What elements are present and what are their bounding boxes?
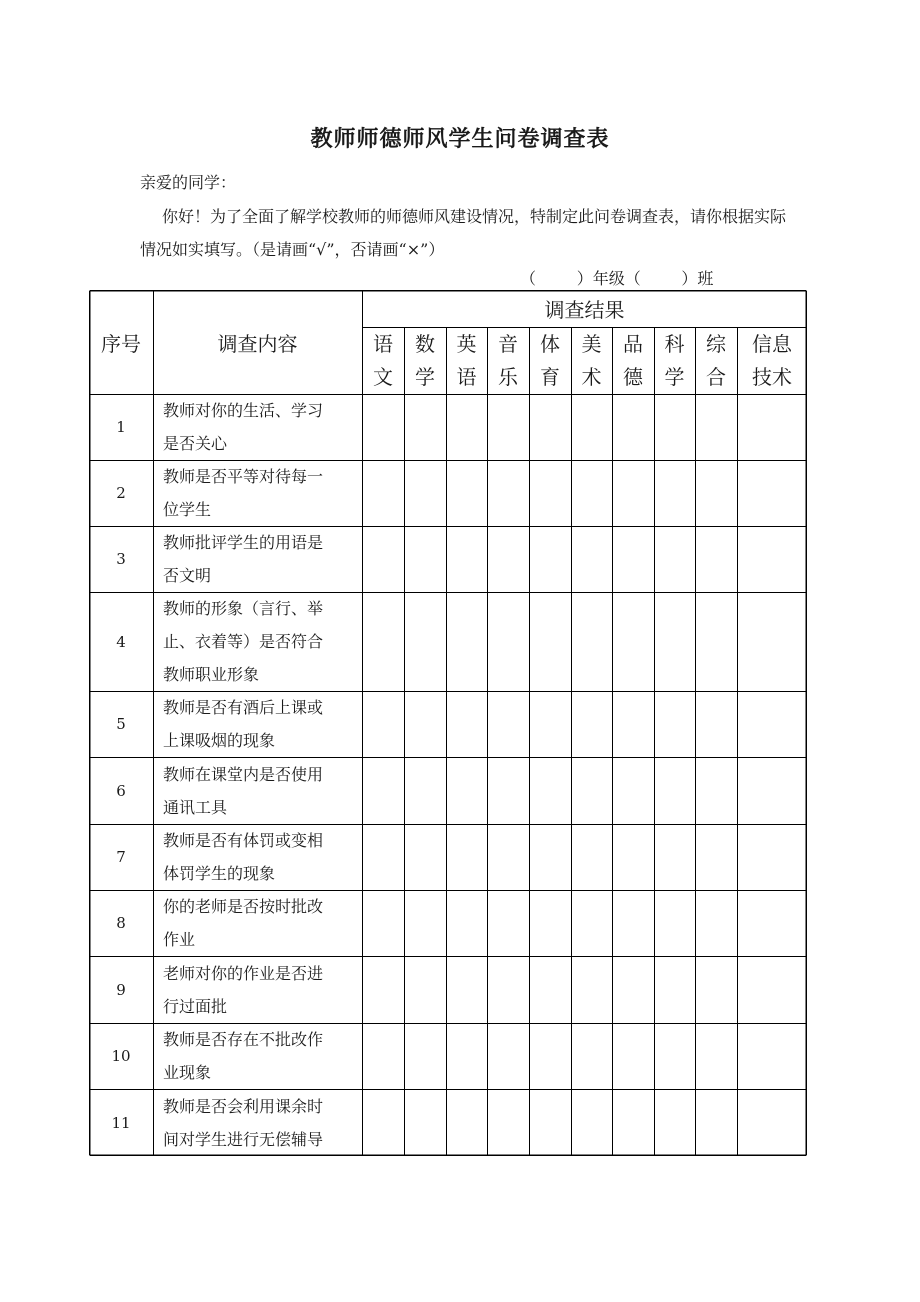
answer-cell[interactable] xyxy=(654,757,695,824)
answer-cell[interactable] xyxy=(737,592,807,691)
header-results: 调查结果 xyxy=(544,298,625,322)
answer-cell[interactable] xyxy=(529,592,571,691)
answer-cell[interactable] xyxy=(695,592,737,691)
survey-question-line: 教师的形象（言行、举 xyxy=(163,599,324,618)
row-number: 7 xyxy=(116,848,126,866)
answer-cell[interactable] xyxy=(446,956,487,1023)
answer-cell[interactable] xyxy=(487,1023,529,1089)
answer-cell[interactable] xyxy=(404,1089,446,1156)
survey-question-line: 否文明 xyxy=(163,566,212,585)
survey-question-line: 位学生 xyxy=(163,500,212,519)
subject-header-line1: 美 xyxy=(581,331,602,356)
answer-cell[interactable] xyxy=(446,460,487,526)
answer-cell[interactable] xyxy=(654,1089,695,1156)
greeting: 亲爱的同学： xyxy=(140,173,237,192)
subject-header-line2: 育 xyxy=(540,364,560,389)
subject-header-line1: 音 xyxy=(498,331,518,356)
survey-question xyxy=(153,956,362,1023)
answer-cell[interactable] xyxy=(446,1089,487,1156)
answer-cell[interactable] xyxy=(446,394,487,460)
answer-cell[interactable] xyxy=(404,460,446,526)
answer-cell[interactable] xyxy=(571,460,612,526)
header-seq: 序号 xyxy=(101,331,141,356)
subject-header-line1: 语 xyxy=(373,331,393,356)
subject-header-line1: 综 xyxy=(706,331,726,356)
answer-cell[interactable] xyxy=(695,956,737,1023)
answer-cell[interactable] xyxy=(529,1023,571,1089)
answer-cell[interactable] xyxy=(404,592,446,691)
survey-question-line: 教师是否有体罚或变相 xyxy=(163,831,324,850)
answer-cell[interactable] xyxy=(654,956,695,1023)
survey-question-line: 教师在课堂内是否使用 xyxy=(163,764,324,784)
answer-cell[interactable] xyxy=(571,890,612,956)
answer-cell[interactable] xyxy=(487,592,529,691)
answer-cell[interactable] xyxy=(362,757,404,824)
answer-cell[interactable] xyxy=(612,1089,654,1156)
answer-cell[interactable] xyxy=(612,824,654,890)
answer-cell[interactable] xyxy=(487,1089,529,1156)
answer-cell[interactable] xyxy=(446,824,487,890)
answer-cell[interactable] xyxy=(737,394,807,460)
subject-header-line2: 技术 xyxy=(752,364,792,389)
subject-header-line1: 英 xyxy=(456,331,477,356)
survey-question xyxy=(153,1089,362,1156)
answer-cell[interactable] xyxy=(654,592,695,691)
answer-cell[interactable] xyxy=(695,394,737,460)
answer-cell[interactable] xyxy=(529,824,571,890)
answer-cell[interactable] xyxy=(404,394,446,460)
subject-header-line2: 术 xyxy=(581,364,602,389)
answer-cell[interactable] xyxy=(612,460,654,526)
answer-cell[interactable] xyxy=(487,824,529,890)
answer-cell[interactable] xyxy=(529,691,571,757)
survey-question-line: 作业 xyxy=(163,930,196,949)
row-number: 4 xyxy=(116,632,126,651)
subject-header-line2: 语 xyxy=(456,364,477,389)
subject-header xyxy=(612,327,654,394)
answer-cell[interactable] xyxy=(695,1023,737,1089)
survey-question xyxy=(153,526,362,592)
subject-header xyxy=(362,327,404,394)
answer-cell[interactable] xyxy=(737,824,807,890)
answer-cell[interactable] xyxy=(487,394,529,460)
survey-question xyxy=(153,890,362,956)
intro-paragraph: 你好！为了全面了解学校教师的师德师风建设情况，特制定此问卷调查表，请你根据实际情况如实填写。（是请画“√”，否请画“×”） xyxy=(140,207,787,259)
subject-header-line2: 乐 xyxy=(498,364,518,389)
survey-question xyxy=(153,394,362,460)
survey-question xyxy=(153,757,362,824)
row-number: 1 xyxy=(116,418,126,436)
survey-question xyxy=(153,824,362,890)
survey-question-line: 教师是否有酒后上课或 xyxy=(163,698,324,717)
survey-question-line: 是否关心 xyxy=(163,434,228,453)
answer-cell[interactable] xyxy=(446,526,487,592)
survey-question xyxy=(153,1023,362,1089)
subject-header xyxy=(404,327,446,394)
survey-question-line: 教师是否会利用课余时 xyxy=(163,1096,324,1116)
survey-question-line: 体罚学生的现象 xyxy=(163,864,276,883)
answer-cell[interactable] xyxy=(404,890,446,956)
answer-cell[interactable] xyxy=(737,691,807,757)
answer-cell[interactable] xyxy=(654,460,695,526)
answer-cell[interactable] xyxy=(404,1023,446,1089)
answer-cell[interactable] xyxy=(612,592,654,691)
answer-cell[interactable] xyxy=(612,394,654,460)
survey-question-line: 间对学生进行无偿辅导 xyxy=(163,1129,324,1149)
answer-cell[interactable] xyxy=(362,824,404,890)
survey-question-line: 你的老师是否按时批改 xyxy=(163,897,324,916)
subject-header xyxy=(654,327,695,394)
answer-cell[interactable] xyxy=(362,1023,404,1089)
answer-cell[interactable] xyxy=(612,691,654,757)
subject-header xyxy=(571,327,612,394)
answer-cell[interactable] xyxy=(654,890,695,956)
survey-question xyxy=(153,691,362,757)
answer-cell[interactable] xyxy=(362,394,404,460)
answer-cell[interactable] xyxy=(571,1023,612,1089)
subject-header-line1: 品 xyxy=(623,331,643,356)
survey-question-line: 上课吸烟的现象 xyxy=(163,731,276,750)
answer-cell[interactable] xyxy=(571,592,612,691)
answer-cell[interactable] xyxy=(737,526,807,592)
answer-cell[interactable] xyxy=(654,394,695,460)
answer-cell[interactable] xyxy=(487,691,529,757)
subject-header-line2: 合 xyxy=(706,364,726,389)
subject-header xyxy=(737,327,807,394)
answer-cell[interactable] xyxy=(446,757,487,824)
row-number: 8 xyxy=(116,914,126,932)
subject-header-line2: 德 xyxy=(623,364,643,389)
page-title: 教师师德师风学生问卷调查表 xyxy=(310,126,610,152)
survey-question-line: 通讯工具 xyxy=(163,797,228,817)
row-number: 5 xyxy=(116,715,126,733)
subject-header-line2: 学 xyxy=(415,364,435,389)
answer-cell[interactable] xyxy=(695,460,737,526)
answer-cell[interactable] xyxy=(612,526,654,592)
answer-cell[interactable] xyxy=(404,824,446,890)
answer-cell[interactable] xyxy=(529,460,571,526)
answer-cell[interactable] xyxy=(695,757,737,824)
row-number: 3 xyxy=(116,550,126,568)
answer-cell[interactable] xyxy=(571,956,612,1023)
answer-cell[interactable] xyxy=(362,460,404,526)
answer-cell[interactable] xyxy=(571,394,612,460)
row-number: 2 xyxy=(116,484,126,502)
answer-cell[interactable] xyxy=(529,956,571,1023)
answer-cell[interactable] xyxy=(487,757,529,824)
answer-cell[interactable] xyxy=(529,526,571,592)
answer-cell[interactable] xyxy=(612,956,654,1023)
answer-cell[interactable] xyxy=(695,691,737,757)
answer-cell[interactable] xyxy=(487,890,529,956)
answer-cell[interactable] xyxy=(404,956,446,1023)
answer-cell[interactable] xyxy=(362,592,404,691)
answer-cell[interactable] xyxy=(737,460,807,526)
row-number: 6 xyxy=(116,781,126,800)
answer-cell[interactable] xyxy=(487,460,529,526)
answer-cell[interactable] xyxy=(529,394,571,460)
answer-cell[interactable] xyxy=(695,890,737,956)
answer-cell[interactable] xyxy=(571,824,612,890)
answer-cell[interactable] xyxy=(529,757,571,824)
header-content: 调查内容 xyxy=(217,331,298,356)
survey-table xyxy=(89,290,808,1158)
answer-cell[interactable] xyxy=(737,956,807,1023)
answer-cell[interactable] xyxy=(404,757,446,824)
answer-cell[interactable] xyxy=(737,890,807,956)
answer-cell[interactable] xyxy=(446,1023,487,1089)
survey-question-line: 教师职业形象 xyxy=(163,665,260,684)
answer-cell[interactable] xyxy=(362,1089,404,1156)
answer-cell[interactable] xyxy=(362,890,404,956)
answer-cell[interactable] xyxy=(695,1089,737,1156)
survey-question xyxy=(153,592,362,691)
subject-header-line1: 科 xyxy=(664,331,685,356)
answer-cell[interactable] xyxy=(737,1089,807,1156)
survey-question-line: 老师对你的作业是否进 xyxy=(163,963,324,983)
answer-cell[interactable] xyxy=(695,824,737,890)
answer-cell[interactable] xyxy=(612,1023,654,1089)
answer-cell[interactable] xyxy=(654,1023,695,1089)
survey-question-line: 业现象 xyxy=(163,1063,212,1082)
answer-cell[interactable] xyxy=(529,890,571,956)
survey-question-line: 教师是否平等对待每一 xyxy=(163,467,324,486)
subject-header-line2: 学 xyxy=(664,364,685,389)
subject-header xyxy=(529,327,571,394)
survey-question-line: 教师对你的生活、学习 xyxy=(163,401,324,420)
survey-question-line: 止、衣着等）是否符合 xyxy=(163,632,324,651)
answer-cell[interactable] xyxy=(362,526,404,592)
answer-cell[interactable] xyxy=(362,956,404,1023)
answer-cell[interactable] xyxy=(487,526,529,592)
answer-cell[interactable] xyxy=(404,691,446,757)
survey-question-line: 行过面批 xyxy=(163,996,228,1016)
answer-cell[interactable] xyxy=(571,691,612,757)
answer-cell[interactable] xyxy=(612,757,654,824)
row-number: 9 xyxy=(116,980,126,999)
answer-cell[interactable] xyxy=(571,757,612,824)
grade-class-line: （ ）年级（ ）班 xyxy=(520,269,714,288)
answer-cell[interactable] xyxy=(571,1089,612,1156)
subject-header-line1: 信息 xyxy=(752,331,792,356)
survey-question-line: 教师批评学生的用语是 xyxy=(163,533,324,552)
answer-cell[interactable] xyxy=(446,592,487,691)
answer-cell[interactable] xyxy=(404,526,446,592)
subject-header-line1: 数 xyxy=(415,331,435,356)
answer-cell[interactable] xyxy=(654,691,695,757)
subject-header-line2: 文 xyxy=(373,364,393,389)
answer-cell[interactable] xyxy=(654,526,695,592)
subject-header-line1: 体 xyxy=(540,331,560,356)
answer-cell[interactable] xyxy=(571,526,612,592)
answer-cell[interactable] xyxy=(529,1089,571,1156)
row-number: 11 xyxy=(111,1113,131,1132)
answer-cell[interactable] xyxy=(737,757,807,824)
answer-cell[interactable] xyxy=(612,890,654,956)
row-number: 10 xyxy=(111,1047,131,1065)
subject-header xyxy=(446,327,487,394)
subject-header xyxy=(487,327,529,394)
answer-cell[interactable] xyxy=(654,824,695,890)
answer-cell[interactable] xyxy=(695,526,737,592)
answer-cell[interactable] xyxy=(737,1023,807,1089)
survey-question-line: 教师是否存在不批改作 xyxy=(163,1030,324,1049)
survey-question xyxy=(153,460,362,526)
answer-cell[interactable] xyxy=(446,890,487,956)
answer-cell[interactable] xyxy=(446,691,487,757)
subject-header xyxy=(695,327,737,394)
answer-cell[interactable] xyxy=(487,956,529,1023)
answer-cell[interactable] xyxy=(362,691,404,757)
